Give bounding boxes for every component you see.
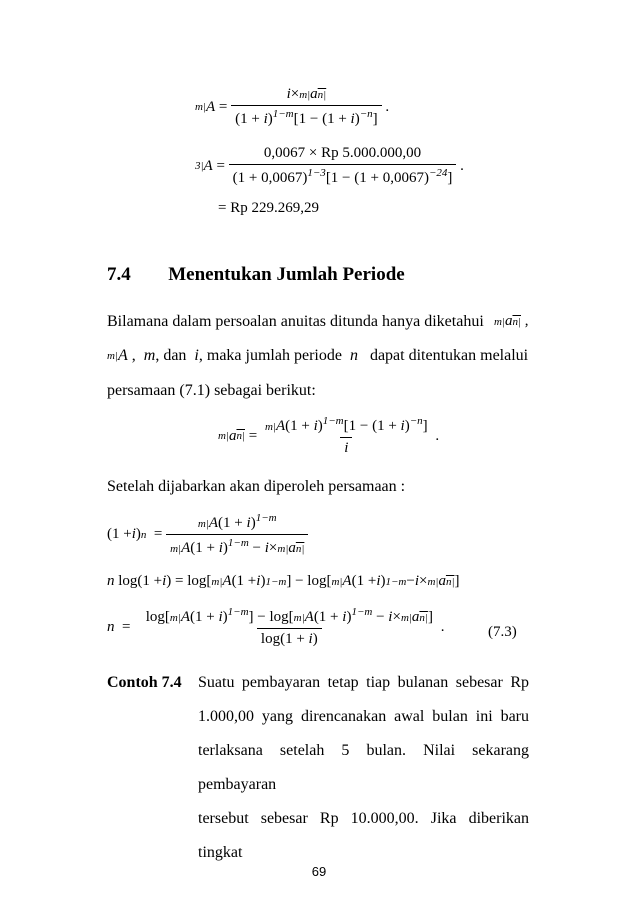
formula-substituted: 3| A = $\frac{0,0067 \times Rp 5.000.000,00}{(1 + 0,0067)^{1-3}[1 - (1 + 0,0067)^{-24}]}$ . [195,145,464,186]
formula-7-3: n = $\frac{\log[m|A(1 + i)^{1-m}] - \log[m|A(1 + i)^{1-m} - i\times m|an|]}{\log(1 + i)}$ . [107,606,445,647]
paragraph-derivation: Setelah dijabarkan akan diperoleh persamaan : [107,478,406,495]
equation-number: (7.3) [488,624,517,640]
formula-numerator: 0,0067 × Rp 5.000.000,00 [263,145,422,161]
formula-log-form: n log(1 + i ) = log[ m| A (1 + i ) 1−m ] − log[ m| A (1 + i ) 1−m − i × m| a n| ] [107,573,460,589]
paragraph-intro-line3: persamaan (7.1) sebagai berikut: [107,382,316,399]
formula-general-deferred-annuity: m| A = $\frac{i\times m|an|}{(1 + i)^{1-m}[1 - (1 + i)^{-n}]}$ . [195,86,390,127]
example-label: Contoh 7.4 [107,674,182,691]
example-line-2: 1.000,00 yang direncanakan awal bulan ini baru [198,708,529,725]
example-line-1: Suatu pembayaran tetap tiap bulanan sebesar Rp [198,674,529,691]
paragraph-intro-line1: Bilamana dalam persoalan anuitas ditunda hanya diketahui [107,313,484,330]
formula-power-n: (1 + i ) n = $\frac{m|A(1 + i)^{1-m}}{m|A(1 + i)^{1-m} - i\times m|an|}$ [107,512,308,557]
inline-math-ma: m| a n| , [494,313,529,329]
section-heading [107,264,405,286]
example-line-4: tersebut sebesar Rp 10.000,00. Jika diberikan tingkat [198,810,529,861]
formula-annuity-value: m| a n| = $\frac{m|A(1 + i)^{1-m}[1 - (1 + i)^{-n}]}{i}$ . [218,415,440,456]
example-line-3: terlaksana setelah 5 bulan. Nilai sekarang pembayaran [198,742,529,793]
formula-result: = Rp 229.269,29 [218,200,319,216]
page-number: 69 [311,864,327,879]
section-title: Menentukan Jumlah Periode [168,264,405,285]
paragraph-intro-line2: m| A , m , dan i , maka jumlah periode n dapat ditentukan melalui [107,347,529,364]
example-text [198,666,529,870]
section-number: 7.4 [107,264,131,285]
